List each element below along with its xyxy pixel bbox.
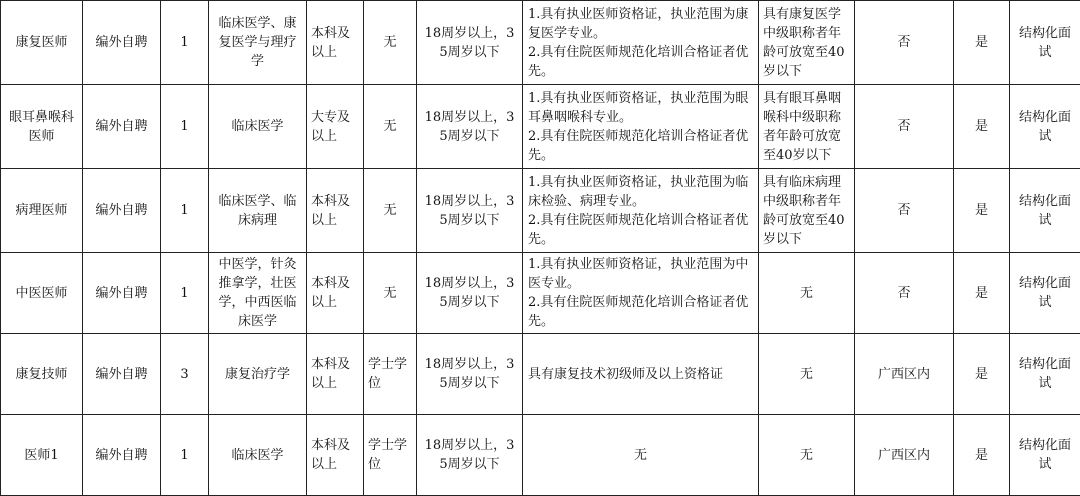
major-cell: 临床医学、康复医学与理疗学 [209,1,307,85]
exam-cell: 是 [954,85,1010,169]
major-cell: 临床医学 [209,85,307,169]
education-cell: 本科及以上 [307,253,364,334]
method-cell: 结构化面试 [1010,85,1080,169]
title-requirement-cell: 具有临床病理中级职称者年龄可放宽至40岁以下 [759,169,855,253]
count-cell: 1 [161,85,209,169]
title-requirement-cell: 具有眼耳鼻咽喉科中级职称者年龄可放宽至40岁以下 [759,85,855,169]
age-cell: 18周岁以上，35周岁以下 [417,85,523,169]
requirement-line: 2.具有住院医师规范化培训合格证者优先。 [528,43,753,81]
table-row [1,169,1080,253]
requirements-cell [523,253,759,334]
requirement-line: 1.具有执业医师资格证，执业范围为眼耳鼻咽喉科专业。 [528,89,753,127]
count-cell: 1 [161,415,209,496]
table-row [1,85,1080,169]
position-cell: 康复医师 [1,1,83,85]
requirements-cell [523,334,759,415]
age-cell: 18周岁以上，35周岁以下 [417,1,523,85]
method-cell: 结构化面试 [1010,1,1080,85]
position-cell: 病理医师 [1,169,83,253]
type-cell: 编外自聘 [83,253,161,334]
degree-cell: 无 [364,1,417,85]
major-cell: 中医学，针灸推拿学，壮医学，中西医临床医学 [209,253,307,334]
method-cell: 结构化面试 [1010,334,1080,415]
requirement-line: 1.具有执业医师资格证，执业范围为中医专业。 [528,255,753,293]
requirement-line: 2.具有住院医师规范化培训合格证者优先。 [528,127,753,165]
education-cell: 本科及以上 [307,169,364,253]
requirement-line: 1.具有执业医师资格证，执业范围为临床检验、病理专业。 [528,173,753,211]
type-cell: 编外自聘 [83,334,161,415]
title-requirement-cell: 具有康复医学中级职称者年龄可放宽至40岁以下 [759,1,855,85]
age-cell: 18周岁以上，35周岁以下 [417,415,523,496]
title-requirement-cell: 无 [759,415,855,496]
requirements-cell [523,1,759,85]
requirements-cell [523,415,759,496]
education-cell: 本科及以上 [307,1,364,85]
education-cell: 本科及以上 [307,415,364,496]
region-cell: 否 [855,1,954,85]
method-cell: 结构化面试 [1010,169,1080,253]
region-cell: 否 [855,85,954,169]
position-cell: 中医医师 [1,253,83,334]
region-cell: 否 [855,169,954,253]
requirements-cell [523,169,759,253]
region-cell: 广西区内 [855,334,954,415]
type-cell: 编外自聘 [83,1,161,85]
degree-cell: 学士学位 [364,415,417,496]
table-row [1,253,1080,334]
degree-cell: 学士学位 [364,334,417,415]
age-cell: 18周岁以上，35周岁以下 [417,334,523,415]
title-requirement-cell: 无 [759,334,855,415]
degree-cell: 无 [364,169,417,253]
exam-cell: 是 [954,415,1010,496]
age-cell: 18周岁以上，35周岁以下 [417,169,523,253]
requirement-line: 1.具有执业医师资格证，执业范围为康复医学专业。 [528,5,753,43]
requirements-cell [523,85,759,169]
type-cell: 编外自聘 [83,169,161,253]
degree-cell: 无 [364,253,417,334]
requirement-line: 具有康复技术初级师及以上资格证 [528,365,753,384]
table-row [1,334,1080,415]
exam-cell: 是 [954,169,1010,253]
position-cell: 医师1 [1,415,83,496]
requirement-line: 2.具有住院医师规范化培训合格证者优先。 [528,211,753,249]
type-cell: 编外自聘 [83,415,161,496]
degree-cell: 无 [364,85,417,169]
requirement-line: 2.具有住院医师规范化培训合格证者优先。 [528,293,753,331]
region-cell: 广西区内 [855,415,954,496]
education-cell: 本科及以上 [307,334,364,415]
major-cell: 临床医学、临床病理 [209,169,307,253]
age-cell: 18周岁以上，35周岁以下 [417,253,523,334]
position-cell: 眼耳鼻喉科医师 [1,85,83,169]
requirement-line: 无 [527,446,754,465]
position-cell: 康复技师 [1,334,83,415]
table-row [1,415,1080,496]
region-cell: 否 [855,253,954,334]
title-requirement-cell: 无 [759,253,855,334]
method-cell: 结构化面试 [1010,415,1080,496]
count-cell: 1 [161,1,209,85]
major-cell: 康复治疗学 [209,334,307,415]
type-cell: 编外自聘 [83,85,161,169]
exam-cell: 是 [954,1,1010,85]
count-cell: 1 [161,253,209,334]
count-cell: 1 [161,169,209,253]
education-cell: 大专及以上 [307,85,364,169]
exam-cell: 是 [954,334,1010,415]
table-row [1,1,1080,85]
count-cell: 3 [161,334,209,415]
exam-cell: 是 [954,253,1010,334]
method-cell: 结构化面试 [1010,253,1080,334]
major-cell: 临床医学 [209,415,307,496]
